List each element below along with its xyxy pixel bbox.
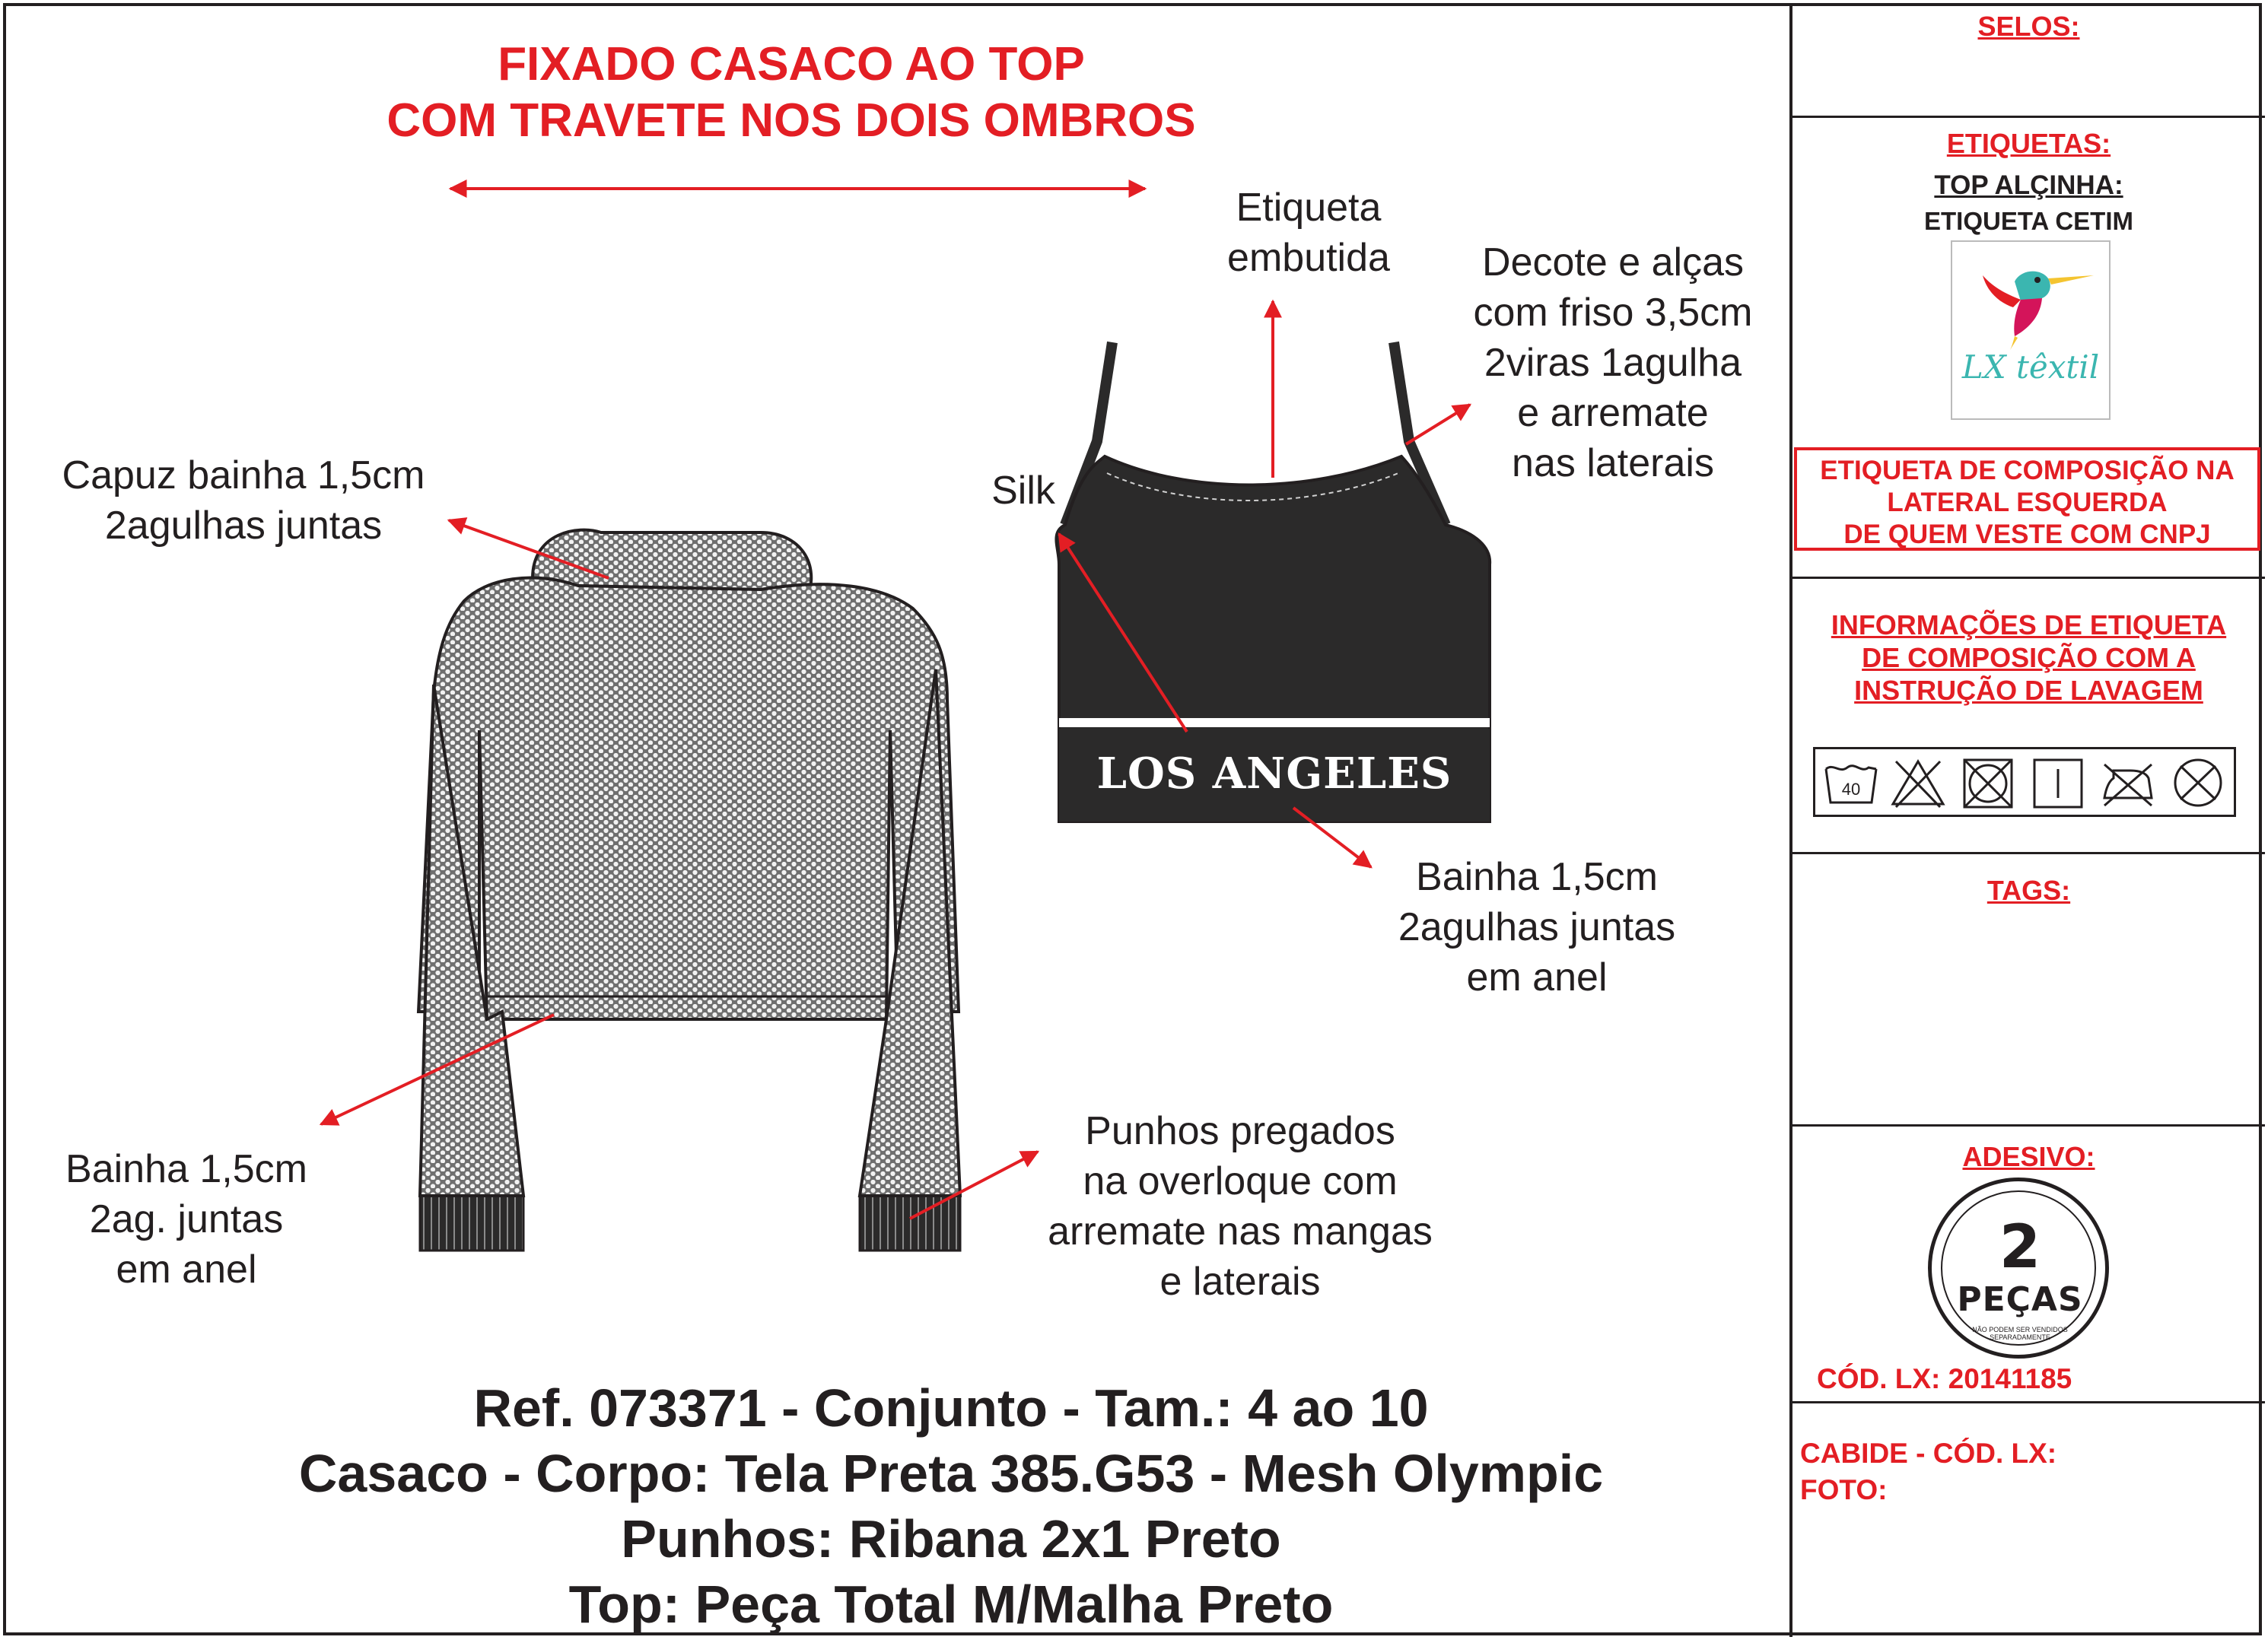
headline-line: FIXADO CASACO AO TOP: [498, 38, 1085, 91]
note-silk: Silk: [991, 469, 1055, 513]
line-dry-icon: [2030, 755, 2086, 810]
sticker-number: 2: [1999, 1213, 2041, 1282]
note-punhos: [1012, 1106, 1468, 1307]
note-line: Etiqueta: [1236, 186, 1382, 230]
sticker-word: PEÇAS: [1957, 1280, 2083, 1319]
note-line: em anel: [1466, 955, 1608, 1000]
note-line: 2agulhas juntas: [104, 504, 383, 548]
cabide-label: CABIDE - CÓD. LX:: [1800, 1438, 2057, 1469]
reference-line: Top: Peça Total M/Malha Preto: [568, 1575, 1334, 1634]
note-line: com friso 3,5cm: [1473, 291, 1753, 335]
note-line: arremate nas mangas: [1048, 1209, 1433, 1254]
note-line: Punhos pregados: [1085, 1109, 1395, 1153]
note-line: Capuz bainha 1,5cm: [62, 453, 425, 497]
note-line: Decote e alças: [1482, 240, 1744, 284]
reference-block: [228, 1375, 1674, 1637]
note-line: nas laterais: [1512, 441, 1714, 485]
note-decote: [1446, 237, 1780, 488]
selos-title: SELOS:: [1977, 11, 2080, 42]
note-bainha-casaco: [30, 1144, 342, 1295]
note-bainha-top: [1369, 852, 1704, 1003]
etiquetas-title: ETIQUETAS:: [1946, 128, 2111, 159]
hoodie-body: [418, 578, 959, 1019]
composicao-line: LATERAL ESQUERDA: [1887, 488, 2168, 517]
cod-lx-label: CÓD. LX: 20141185: [1817, 1363, 2072, 1394]
two-pieces-sticker: [1928, 1178, 2109, 1359]
tags-title: TAGS:: [1986, 875, 2071, 906]
brand-logo-text: LX têxtil: [1961, 348, 2100, 386]
informacoes-line: DE COMPOSIÇÃO COM A: [1862, 642, 2196, 673]
note-line: em anel: [116, 1247, 257, 1292]
hummingbird-logo-icon: [1967, 253, 2097, 351]
composicao-box: [1794, 447, 2260, 551]
note-capuz: [46, 450, 441, 551]
sidebar-divider: [1789, 3, 1792, 1637]
top-print-text: LOS ANGELES: [1096, 748, 1452, 799]
informacoes-line: INSTRUÇÃO DE LAVAGEM: [1854, 675, 2203, 706]
divider-line: [1792, 577, 2265, 579]
etiqueta-cetim-label: ETIQUETA CETIM: [1924, 207, 2133, 235]
headline-line: COM TRAVETE NOS DOIS OMBROS: [386, 94, 1196, 147]
care-symbols-box: [1813, 747, 2236, 817]
composicao-line: ETIQUETA DE COMPOSIÇÃO NA: [1820, 456, 2235, 485]
note-line: e arremate: [1517, 391, 1709, 435]
hoodie-right-cuff: [860, 1196, 960, 1251]
wash-temp-text: 40: [1841, 780, 1861, 799]
composicao-line: DE QUEM VESTE COM CNPJ: [1843, 520, 2211, 549]
divider-line: [1792, 852, 2265, 854]
divider-line: [1792, 1401, 2265, 1403]
hoodie-drawing: [418, 530, 960, 1251]
note-line: e laterais: [1159, 1260, 1321, 1304]
divider-line: [1792, 1124, 2265, 1127]
adesivo-title: ADESIVO:: [1962, 1141, 2095, 1172]
foto-label: FOTO:: [1800, 1474, 1888, 1505]
informacoes-block: [1792, 609, 2265, 707]
note-line: 2ag. juntas: [89, 1197, 284, 1241]
reference-line: Punhos: Ribana 2x1 Preto: [621, 1509, 1281, 1568]
top-white-stripe: [1059, 718, 1490, 727]
hoodie-left-cuff: [420, 1196, 523, 1251]
informacoes-line: INFORMAÇÕES DE ETIQUETA: [1831, 609, 2227, 640]
note-line: 2agulhas juntas: [1398, 905, 1676, 949]
sticker-small-text: NÃO PODEM SER VENDIDOS SEPARADAMENTE: [1972, 1326, 2068, 1341]
note-etiqueta-embutida: [1187, 183, 1430, 283]
divider-line: [1792, 116, 2265, 118]
no-dry-clean-icon: [2170, 755, 2226, 810]
no-tumble-dry-icon: [1960, 755, 2016, 810]
no-iron-icon: [2100, 755, 2156, 810]
note-line: Bainha 1,5cm: [65, 1147, 307, 1191]
reference-line: Ref. 073371 - Conjunto - Tam.: 4 ao 10: [473, 1378, 1429, 1438]
note-line: embutida: [1227, 236, 1390, 280]
note-line: Bainha 1,5cm: [1416, 855, 1658, 899]
wash-40-icon: [1823, 755, 1879, 810]
top-alcinha-label: TOP ALÇINHA:: [1934, 170, 2123, 200]
reference-line: Casaco - Corpo: Tela Preta 385.G53 - Mesh Olympic: [298, 1444, 1604, 1503]
sticker-inner-ring: [1941, 1190, 2096, 1346]
note-line: 2viras 1agulha: [1484, 341, 1742, 385]
brand-label-card: [1951, 240, 2111, 420]
no-bleach-icon: [1890, 755, 1946, 810]
note-line: na overloque com: [1083, 1159, 1398, 1203]
